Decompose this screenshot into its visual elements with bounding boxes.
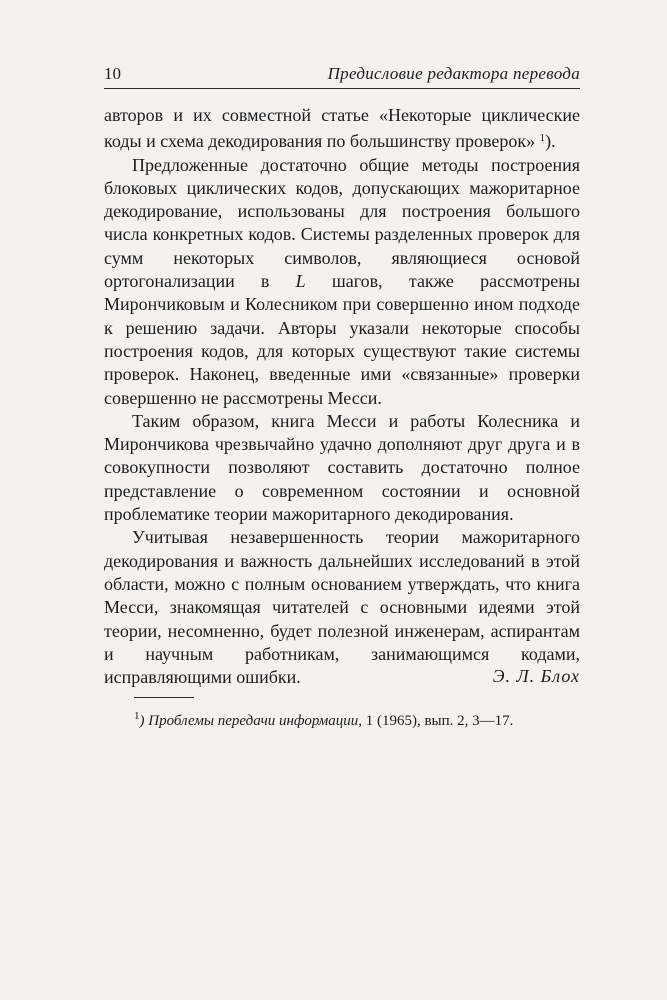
paragraph-4: Учитывая незавершенность теории мажоритарного декодирования и важность дальнейших исследований в этой области, можно с полным основанием утверждать, что книга Месси, знакомящая читателей с основными идеями этой теории, несомненно, будет полезной инженерам, аспирантам и научным работникам, занимающимся кодами, исправляющими ошибки. [104,527,580,688]
footnote-reference: 1 [539,132,546,145]
page-header [104,62,580,88]
signature: Э. Л. Блох [492,666,580,686]
paragraph-1: авторов и их совместной статье «Некоторые циклические коды и схема декодирования по большинству проверок» $^1$). [104,105,580,152]
variable-l: L [295,271,306,292]
body-text [104,104,580,689]
paragraph-2: Предложенные достаточно общие методы построения блоковых циклических кодов, допускающих мажоритарное декодирование, использованы для построения большого числа конкретных кодов. Системы разделенных проверок для сумм некоторых символов, являющиеся основой ортогонализации в L шагов, также рассмотрены Мирончиковым и Колесником при совершенно ином подходе к решению задачи. Авторы указали некоторые способы построения кодов, для которых существуют такие системы проверок. Наконец, введенные ими «связанные» проверки совершенно не рассмотрены Месси. [104,154,580,408]
header-rule [104,88,580,89]
footnote-journal: Проблемы передачи информации, [144,713,362,729]
paragraph-3: Таким образом, книга Месси и работы Колесника и Мирончикова чрезвычайно удачно дополняют друг друга и в совокупности позволяют составить достаточно полное представление о современном состоянии и основной проблематике теории мажоритарного декодирования. [104,410,580,525]
footnote-marker: 1 [134,710,140,722]
footnote-details: 1 (1965), вып. 2, 3—17. [361,713,514,729]
running-title: Предисловие редактора перевода [327,64,580,83]
page-number: 10 [104,64,121,83]
footnote-rule [134,697,194,698]
footnote: $^1$) Проблемы передачи информации, 1 (1965), вып. 2, 3—17. [134,710,514,729]
